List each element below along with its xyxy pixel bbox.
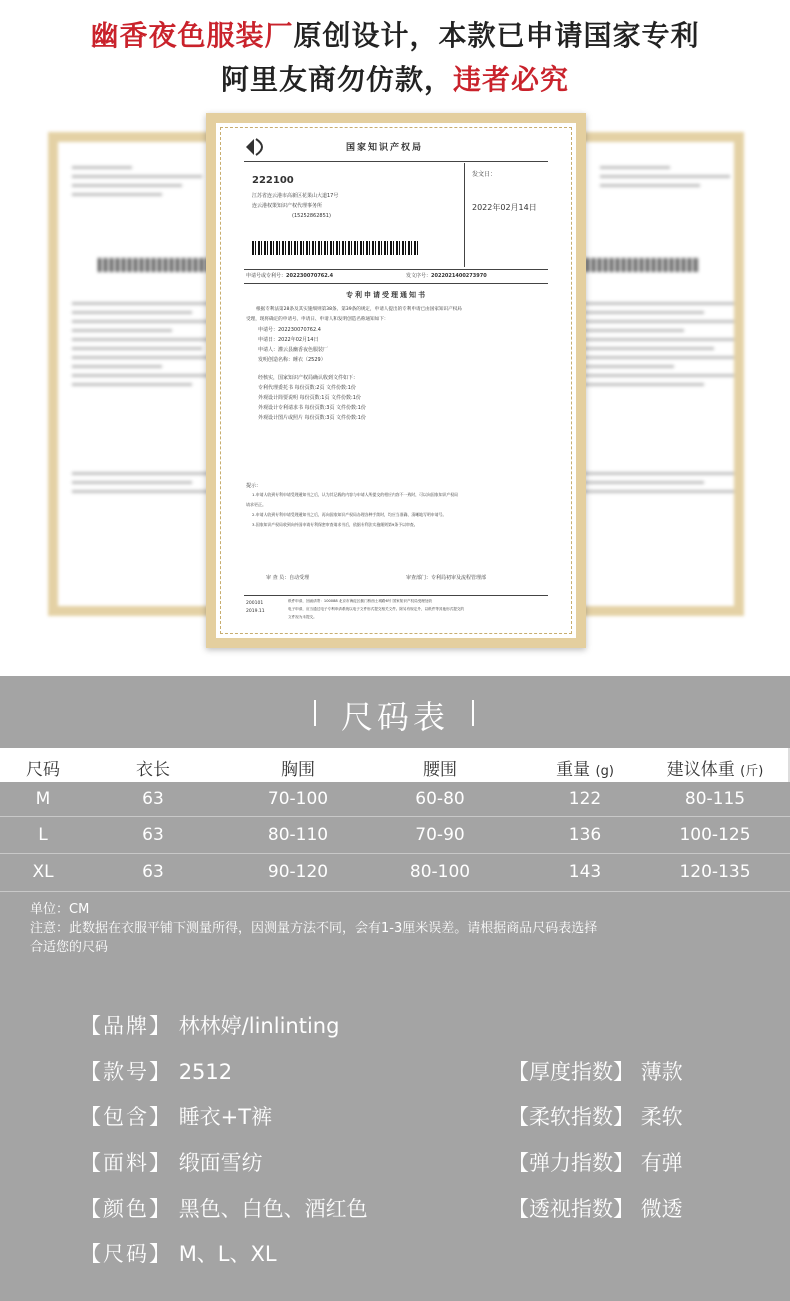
footer-text-3: 文件视为未提交。 bbox=[288, 615, 317, 619]
issue-date: 2022年02月14日 bbox=[472, 203, 537, 212]
file-2: 外观设计简要说明 每份页数:1页 文件份数:1份 bbox=[258, 395, 361, 401]
doc-no-label: 发文序号： bbox=[406, 273, 432, 279]
headline-line-2 bbox=[0, 58, 790, 98]
attr-transparency-value: 微透 bbox=[640, 1197, 683, 1221]
header-suggest-label: 建议体重 bbox=[666, 760, 735, 780]
attr-fabric-value: 缎面雪纺 bbox=[178, 1151, 263, 1175]
doc-no: 2022021400273970 bbox=[431, 273, 487, 279]
header-suggest-weight bbox=[660, 755, 770, 780]
row-divider bbox=[0, 891, 790, 892]
postcode: 222100 bbox=[252, 175, 294, 186]
cell-length: 63 bbox=[142, 789, 164, 809]
factory-name: 幽香夜色服装厂 bbox=[90, 19, 294, 52]
cell-waist: 60-80 bbox=[415, 789, 465, 809]
cell-weight: 122 bbox=[568, 789, 602, 809]
cell-suggest: 80-115 bbox=[684, 789, 746, 809]
header-rule bbox=[244, 161, 548, 162]
footer-code-2: 2019.11 bbox=[246, 609, 265, 614]
footer-code-1: 200101 bbox=[246, 601, 264, 606]
attr-softness-key: 【柔软指数】 bbox=[508, 1105, 634, 1129]
table-row bbox=[0, 820, 790, 855]
unit-note: 单位：CM bbox=[30, 902, 90, 917]
footer-text-2: 电子申请，应当通过电子专利申请系统以电子文件形式提交相关文件。除另有规定外，以纸件等其他形式提交的 bbox=[288, 607, 465, 611]
measure-note-1: 注意：此数据在衣服平铺下测量所得，因测量方法不同，会有1-3厘米误差。请根据商品尺码表选择 bbox=[30, 921, 598, 936]
file-1: 专利代理委托书 每份页数:2页 文件份数:1份 bbox=[258, 385, 356, 391]
header-length: 衣长 bbox=[136, 760, 170, 780]
cell-size: M bbox=[35, 789, 51, 809]
file-4: 外观设计图片或照片 每份页数:3页 文件份数:1份 bbox=[258, 415, 366, 421]
cell-waist: 80-100 bbox=[409, 862, 471, 882]
attr-brand bbox=[80, 1010, 339, 1040]
app-no-row bbox=[246, 273, 333, 279]
cell-size: XL bbox=[32, 862, 54, 882]
cell-length: 63 bbox=[142, 825, 164, 845]
attr-elasticity-key: 【弹力指数】 bbox=[508, 1151, 634, 1175]
attr-softness-value: 柔软 bbox=[640, 1105, 683, 1129]
attr-style-no-key: 【款号】 bbox=[80, 1060, 172, 1084]
attr-brand-key: 【品牌】 bbox=[80, 1014, 172, 1038]
barcode bbox=[252, 241, 418, 255]
app-no-label: 申请号或专利号： bbox=[246, 273, 287, 279]
attr-elasticity bbox=[508, 1147, 683, 1177]
attr-softness bbox=[508, 1101, 683, 1131]
cell-chest: 80-110 bbox=[267, 825, 329, 845]
patent-certificate bbox=[206, 113, 586, 648]
header-weight-unit: (g) bbox=[595, 764, 614, 779]
attr-includes bbox=[80, 1101, 272, 1131]
attr-sizes bbox=[80, 1238, 277, 1268]
attr-elasticity-value: 有弹 bbox=[640, 1151, 683, 1175]
size-table-title: 尺码表 bbox=[340, 698, 449, 736]
header-weight bbox=[540, 755, 630, 780]
office-name: 国家知识产权局 bbox=[346, 143, 424, 153]
row-divider bbox=[0, 816, 790, 817]
body-line-1: 根据专利法第28条及其实施细则第38条、第39条的规定，申请人提出的专利申请已由国家知识产权局 bbox=[256, 307, 462, 312]
attr-fabric bbox=[80, 1147, 263, 1177]
vertical-rule bbox=[464, 163, 465, 267]
field-app-no: 申请号：202230070762.4 bbox=[258, 327, 321, 333]
cell-weight: 136 bbox=[568, 825, 602, 845]
attr-sizes-key: 【尺码】 bbox=[80, 1242, 172, 1266]
certificate-back-right bbox=[560, 132, 744, 616]
cell-chest: 90-120 bbox=[267, 862, 329, 882]
attr-style-no-value: 2512 bbox=[178, 1060, 233, 1084]
header-suggest-unit: (斤) bbox=[740, 764, 764, 779]
table-row bbox=[0, 784, 790, 819]
row-divider bbox=[0, 853, 790, 854]
phone-number: (15252862851) bbox=[292, 213, 331, 219]
rule-2 bbox=[244, 269, 548, 270]
hint-1b: 请求更正。 bbox=[246, 502, 266, 507]
cell-size: L bbox=[38, 825, 48, 845]
check-line: 经核实，国家知识产权局确认收到文件如下： bbox=[258, 375, 359, 381]
attr-transparency-key: 【透视指数】 bbox=[508, 1197, 634, 1221]
header-waist: 腰围 bbox=[423, 760, 457, 780]
hint-1: 1.申请人收到专利申请受理通知书之后，认为其记载的内容与申请人所提交的相应内容不一致时，可以向国家知识产权局 bbox=[252, 492, 459, 497]
app-no: 202230070762.4 bbox=[286, 273, 334, 279]
cell-length: 63 bbox=[142, 862, 164, 882]
attr-includes-value: 睡衣+T裤 bbox=[178, 1105, 273, 1129]
headline-1-text: 原创设计，本款已申请国家专利 bbox=[293, 19, 700, 52]
measure-note-2: 合适您的尺码 bbox=[30, 940, 109, 955]
attr-transparency bbox=[508, 1193, 683, 1223]
field-app-date: 申请日：2022年02月14日 bbox=[258, 337, 319, 343]
body-line-2: 受理，现将确定的申请号、申请日、申请人和发明创造名称通知如下： bbox=[246, 317, 389, 322]
address-line-2: 连云港权策知识产权代理事务所 bbox=[252, 203, 323, 209]
attr-includes-key: 【包含】 bbox=[80, 1105, 172, 1129]
footer-rule bbox=[244, 595, 548, 596]
header-size: 尺码 bbox=[26, 760, 60, 780]
footer-text-1: 纸件申请，回函请寄：100088 北京市海淀区蓟门桥西土城路6号 国家知识产权局受理处收 bbox=[288, 599, 433, 603]
cell-chest: 70-100 bbox=[267, 789, 329, 809]
warning-text: 违者必究 bbox=[453, 63, 570, 96]
cell-weight: 143 bbox=[568, 862, 602, 882]
exam-dept: 审查部门：专利局初审及流程管理部 bbox=[406, 575, 487, 581]
attr-sizes-value: M、L、XL bbox=[178, 1242, 277, 1266]
attr-thickness-key: 【厚度指数】 bbox=[508, 1060, 634, 1084]
header-chest: 胸围 bbox=[281, 760, 315, 780]
issue-date-label: 发文日： bbox=[472, 171, 497, 178]
attr-brand-value: 林林婷/linlinting bbox=[178, 1014, 340, 1038]
size-table-header bbox=[0, 748, 790, 782]
hint-3: 3.国家知识产权局收到向外国申请专利保密审查请求书后，依据专利法实施细则第9条予以审查。 bbox=[252, 522, 418, 527]
headline-2-text: 阿里友商勿仿款， bbox=[220, 63, 453, 96]
table-row bbox=[0, 857, 790, 892]
cnipa-logo-icon bbox=[244, 137, 270, 157]
attr-color-key: 【颜色】 bbox=[80, 1197, 172, 1221]
notice-title: 专利申请受理通知书 bbox=[346, 291, 427, 299]
address-line-1: 江苏省连云港市高新区花果山大道17号 bbox=[252, 193, 339, 199]
field-applicant: 申请人：灌云县幽香夜色服装厂 bbox=[258, 347, 329, 353]
attr-thickness bbox=[508, 1056, 683, 1086]
attr-style-no bbox=[80, 1056, 232, 1086]
attr-thickness-value: 薄款 bbox=[640, 1060, 683, 1084]
file-3: 外观设计专利请求书 每份页数:3页 文件份数:1份 bbox=[258, 405, 366, 411]
cell-suggest: 120-135 bbox=[679, 862, 751, 882]
rule-3 bbox=[244, 283, 548, 284]
attr-color-value: 黑色、白色、酒红色 bbox=[178, 1197, 368, 1221]
cell-waist: 70-90 bbox=[415, 825, 465, 845]
header-weight-label: 重量 bbox=[556, 760, 591, 780]
doc-no-row bbox=[406, 273, 487, 279]
hint-title: 提示： bbox=[246, 483, 262, 489]
attr-fabric-key: 【面料】 bbox=[80, 1151, 172, 1175]
examiner: 审 查 员：自动受理 bbox=[266, 575, 310, 581]
attr-color bbox=[80, 1193, 368, 1223]
headline-line-1 bbox=[0, 14, 790, 54]
cell-suggest: 100-125 bbox=[679, 825, 751, 845]
hint-2: 2.申请人收到专利申请受理通知书之后，再向国家知识产权局办理各种手续时，均应当准确、清晰地写明申请号。 bbox=[252, 512, 447, 517]
field-design-name: 发明创造名称：睡衣（2529） bbox=[258, 357, 326, 363]
